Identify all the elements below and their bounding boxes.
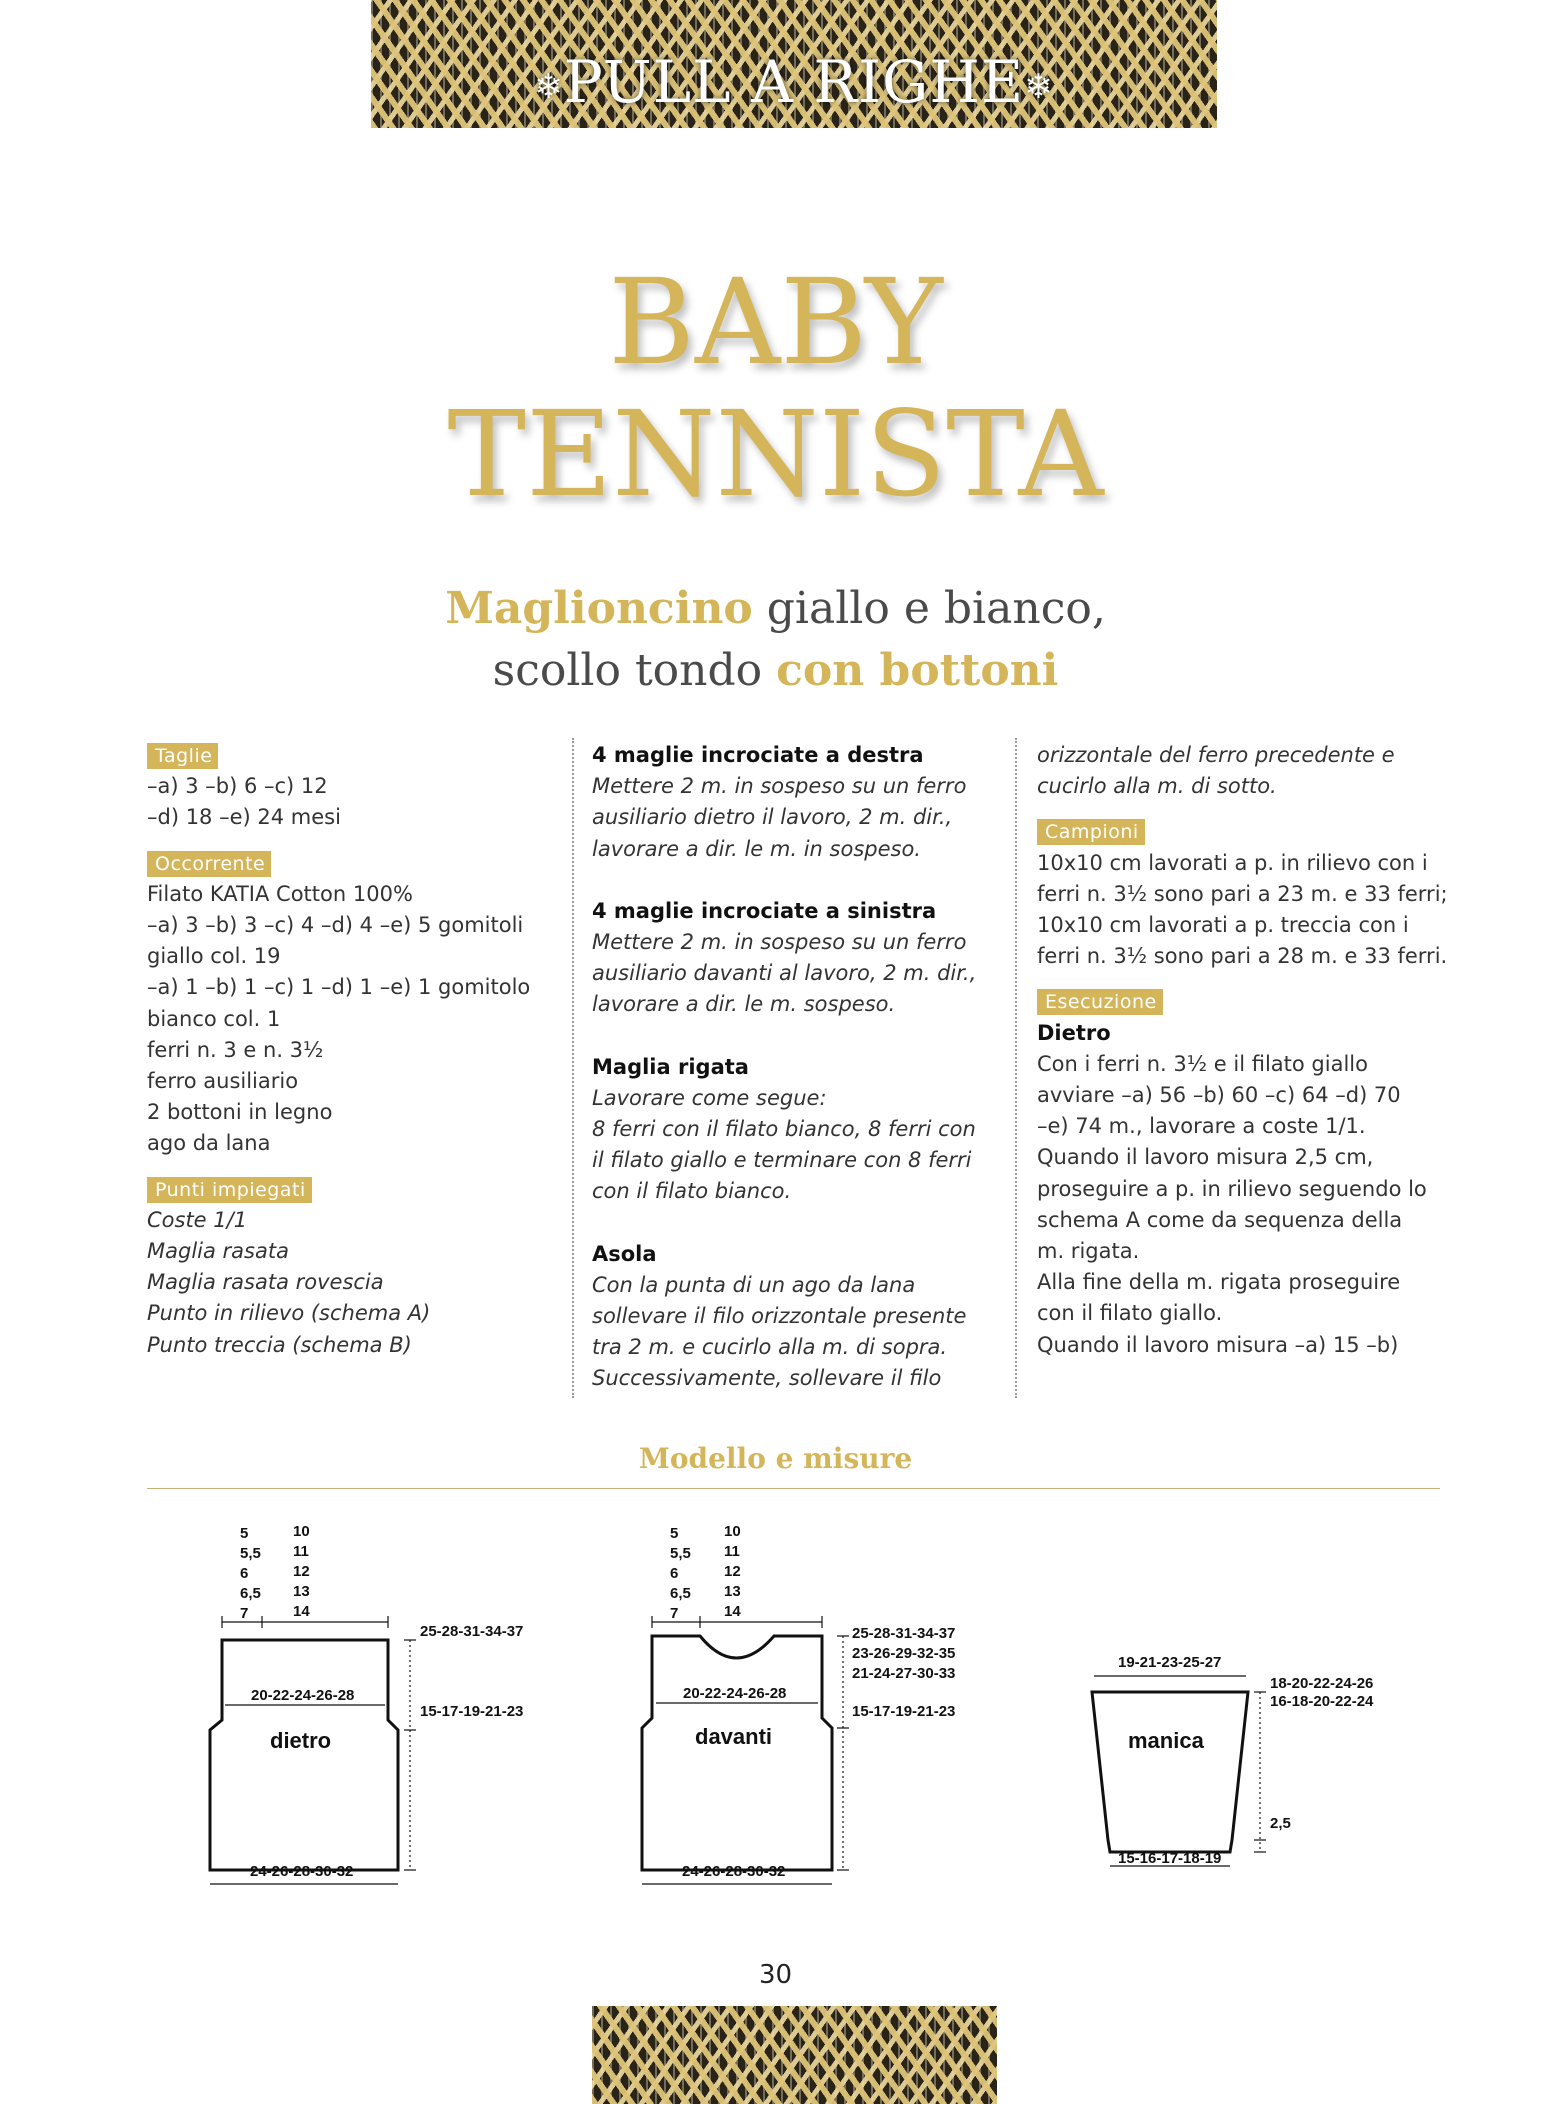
armhole-width-label: 20-22-24-26-28	[683, 1685, 787, 1702]
text-line: –a) 3 –b) 3 –c) 4 –d) 4 –e) 5 gomitoli	[147, 913, 524, 938]
text-line: Filato KATIA Cotton 100%	[147, 881, 413, 906]
text-line: 10x10 cm lavorati a p. treccia con i	[1037, 913, 1409, 938]
height-1-label: 18-20-22-24-26	[1270, 1675, 1374, 1692]
column-divider	[572, 738, 574, 1398]
heading-dietro: Dietro	[1037, 1020, 1111, 1045]
neck-label-left: 5,5	[240, 1545, 261, 1562]
text-line: 2 bottoni in legno	[147, 1100, 333, 1125]
text-line: giallo col. 19	[147, 944, 281, 969]
snowflake-icon: ❄	[534, 66, 564, 107]
neck-label-right: 10	[293, 1523, 310, 1540]
neck-label-left: 6,5	[670, 1585, 691, 1602]
text-line: schema A come da sequenza della	[1037, 1207, 1403, 1232]
text-line: Punto in rilievo (schema A)	[147, 1301, 431, 1326]
text-line: ferro ausiliario	[147, 1069, 299, 1094]
text-line: –a) 1 –b) 1 –c) 1 –d) 1 –e) 1 gomitolo	[147, 975, 531, 1000]
armhole-width-label: 20-22-24-26-28	[251, 1687, 355, 1704]
text-line: lavorare a dir. le m. sospeso.	[592, 992, 896, 1017]
heading-asola: Asola	[592, 1241, 657, 1266]
neck-label-left: 5	[670, 1525, 679, 1542]
neck-label-right: 14	[293, 1603, 310, 1620]
height-3-label: 21-24-27-30-33	[852, 1665, 956, 1682]
text-line: Alla fine della m. rigata proseguire	[1037, 1270, 1401, 1295]
title-line-2: TENNISTA	[447, 385, 1104, 523]
piece-name-dietro: dietro	[270, 1728, 332, 1753]
snowflake-icon: ❄	[1024, 66, 1054, 107]
text-line: Mettere 2 m. in sospeso su un ferro	[592, 774, 967, 799]
text-line: ago da lana	[147, 1131, 271, 1156]
column-2	[592, 740, 997, 1395]
text-line: sollevare il filo orizzontale presente	[592, 1304, 967, 1329]
text-line: –d) 18 –e) 24 mesi	[147, 805, 341, 830]
text-line: m. rigata.	[1037, 1239, 1140, 1264]
body-height-label: 15-17-19-21-23	[852, 1703, 956, 1720]
text-line: lavorare a dir. le m. in sospeso.	[592, 836, 921, 861]
page-number: 30	[758, 1960, 793, 1990]
neck-label-left: 6	[240, 1565, 249, 1582]
heading-rigata: Maglia rigata	[592, 1054, 749, 1079]
text-line: Lavorare come segue:	[592, 1085, 827, 1110]
text-line: Mettere 2 m. in sospeso su un ferro	[592, 930, 967, 955]
text-line: 10x10 cm lavorati a p. in rilievo con i	[1037, 850, 1428, 875]
text-line: con il filato bianco.	[592, 1179, 792, 1204]
section-tag-campioni: Campioni	[1037, 819, 1145, 845]
banner-title	[371, 48, 1217, 117]
heading-destra: 4 maglie incrociate a destra	[592, 743, 924, 767]
bottom-banner	[592, 2006, 997, 2104]
title-line-1: BABY	[608, 253, 943, 391]
text-line: tra 2 m. e cucirlo alla m. di sopra.	[592, 1335, 948, 1360]
neck-label-left: 5	[240, 1525, 249, 1542]
text-line: 8 ferri con il filato bianco, 8 ferri con	[592, 1117, 976, 1142]
text-line: Punto treccia (schema B)	[147, 1332, 412, 1357]
subtitle-bold-1: Maglioncino	[445, 583, 753, 634]
section-tag-esecuzione: Esecuzione	[1037, 989, 1163, 1015]
pattern-diagrams	[0, 1500, 1551, 1900]
piece-name-manica: manica	[1128, 1728, 1204, 1753]
text-line: Successivamente, sollevare il filo	[592, 1366, 942, 1391]
diagram-manica	[1092, 1676, 1266, 1866]
text-line: Con i ferri n. 3½ e il filato giallo	[1037, 1051, 1368, 1076]
neck-label-left: 7	[240, 1605, 249, 1622]
text-line: il filato giallo e terminare con 8 ferri	[592, 1148, 972, 1173]
neck-label-right: 11	[293, 1543, 309, 1560]
diagram-davanti	[642, 1616, 849, 1884]
neck-label-right: 13	[724, 1583, 741, 1600]
piece-name-davanti: davanti	[695, 1724, 773, 1749]
text-line: orizzontale del ferro precedente e	[1037, 743, 1395, 767]
page-title	[0, 253, 1551, 523]
models-heading: Modello e misure	[638, 1442, 913, 1475]
neck-label-right: 11	[724, 1543, 740, 1560]
neck-label-left: 6,5	[240, 1585, 261, 1602]
section-tag-occorrente: Occorrente	[147, 851, 271, 877]
subtitle-text-2: scollo tondo	[492, 645, 777, 696]
neck-label-right: 14	[724, 1603, 741, 1620]
column-3	[1037, 740, 1448, 1361]
bottom-width-label: 15-16-17-18-19	[1118, 1850, 1222, 1867]
text-line: proseguire a p. in rilievo seguendo lo	[1037, 1176, 1427, 1201]
height-2-label: 16-18-20-22-24	[1270, 1693, 1374, 1710]
text-line: Con la punta di un ago da lana	[592, 1272, 916, 1297]
cuff-label: 2,5	[1270, 1815, 1291, 1832]
text-line: bianco col. 1	[147, 1006, 281, 1031]
text-line: ferri n. 3 e n. 3½	[147, 1037, 324, 1062]
bottom-width-label: 24-26-28-30-32	[682, 1863, 786, 1880]
text-line: –a) 3 –b) 6 –c) 12	[147, 774, 328, 799]
text-line: ausiliario dietro il lavoro, 2 m. dir.,	[592, 805, 953, 830]
column-divider	[1015, 738, 1017, 1398]
section-tag-punti: Punti impiegati	[147, 1177, 312, 1203]
text-line: avviare –a) 56 –b) 60 –c) 64 –d) 70	[1037, 1083, 1401, 1108]
neck-label-right: 12	[724, 1563, 741, 1580]
text-line: con il filato giallo.	[1037, 1301, 1223, 1326]
body-height-label: 15-17-19-21-23	[420, 1703, 524, 1720]
neck-label-left: 5,5	[670, 1545, 691, 1562]
neck-label-right: 12	[293, 1563, 310, 1580]
text-line: Coste 1/1	[147, 1207, 248, 1232]
height-total-label: 25-28-31-34-37	[420, 1623, 524, 1640]
subtitle-bold-2: con bottoni	[776, 645, 1059, 696]
text-line: cucirlo alla m. di sotto.	[1037, 774, 1277, 799]
text-line: ausiliario davanti al lavoro, 2 m. dir.,	[592, 961, 977, 986]
neck-label-right: 10	[724, 1523, 741, 1540]
text-line: Maglia rasata	[147, 1239, 289, 1264]
column-1	[147, 740, 557, 1361]
text-line: Quando il lavoro misura 2,5 cm,	[1037, 1145, 1374, 1170]
subtitle	[0, 578, 1551, 702]
top-banner	[371, 0, 1217, 128]
text-line: Quando il lavoro misura –a) 15 –b)	[1037, 1332, 1399, 1357]
subtitle-text-1: giallo e bianco,	[752, 583, 1106, 634]
divider	[147, 1488, 1440, 1489]
text-line: –e) 74 m., lavorare a coste 1/1.	[1037, 1114, 1366, 1139]
text-line: ferri n. 3½ sono pari a 28 m. e 33 ferri.	[1037, 944, 1448, 969]
bottom-width-label: 24-26-28-30-32	[250, 1863, 354, 1880]
banner-title-text: PULL A RIGHE	[563, 48, 1025, 116]
text-line: Maglia rasata rovescia	[147, 1270, 384, 1295]
text-line: ferri n. 3½ sono pari a 23 m. e 33 ferri;	[1037, 881, 1448, 906]
heading-sinistra: 4 maglie incrociate a sinistra	[592, 898, 937, 923]
neck-label-left: 6	[670, 1565, 679, 1582]
top-width-label: 19-21-23-25-27	[1118, 1654, 1222, 1671]
neck-label-left: 7	[670, 1605, 679, 1622]
section-tag-taglie: Taglie	[147, 743, 218, 769]
neck-label-right: 13	[293, 1583, 310, 1600]
height-2-label: 23-26-29-32-35	[852, 1645, 956, 1662]
height-total-label: 25-28-31-34-37	[852, 1625, 956, 1642]
